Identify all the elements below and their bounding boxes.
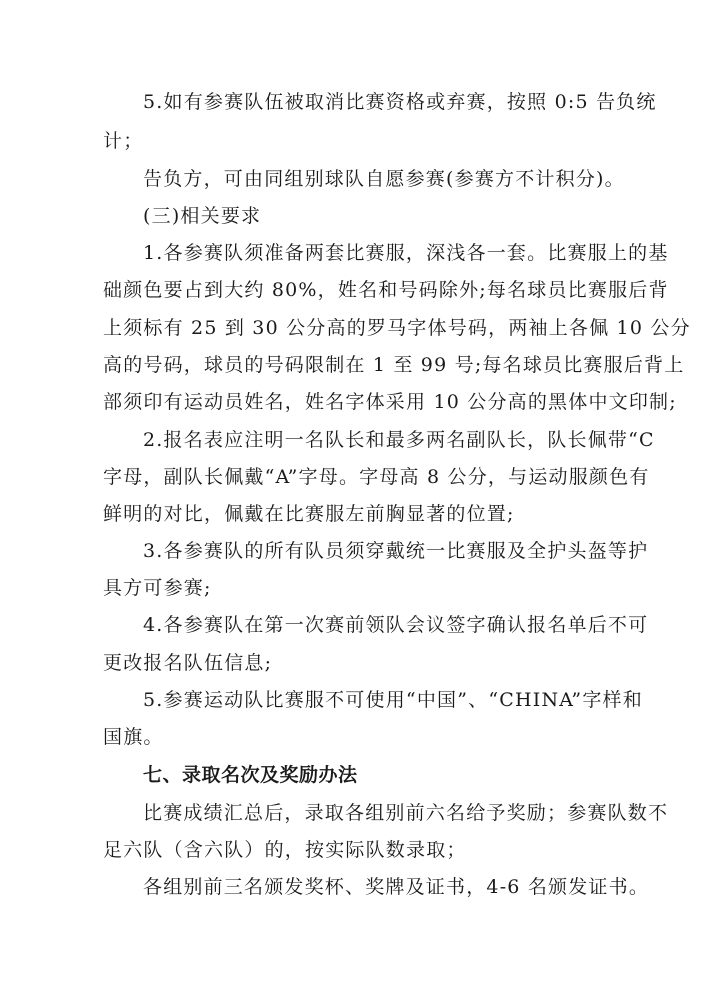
req-2-line-3: 鲜明的对比，佩戴在比赛服左前胸显著的位置; [103,503,515,525]
section-heading-awards: 七、录取名次及奖励办法 [143,764,358,786]
req-5-line-1: 5.参赛运动队比赛服不可使用“中国”、“CHINA”字样和 [143,689,643,711]
rule-5-forfeit: 5.如有参赛队伍被取消比赛资格或弃赛，按照 0:5 告负统 [143,91,657,113]
req-5-line-2: 国旗。 [103,726,164,748]
req-1-line-4: 高的号码，球员的号码限制在 1 至 99 号;每名球员比赛服后背上 [103,354,685,376]
req-1-line-5: 部须印有运动员姓名，姓名字体采用 10 公分高的黑体中文印制; [103,391,677,413]
section-heading-requirements: (三)相关要求 [143,205,262,227]
awards-line-1: 比赛成绩汇总后，录取各组别前六名给予奖励；参赛队数不 [143,802,669,824]
req-3-line-1: 3.各参赛队的所有队员须穿戴统一比赛服及全护头盔等护 [143,540,649,562]
req-3-line-2: 具方可参赛; [103,577,212,599]
forfeit-note: 告负方，可由同组别球队自愿参赛(参赛方不计积分)。 [143,168,625,190]
req-4-line-2: 更改报名队伍信息; [103,652,273,674]
req-4-line-1: 4.各参赛队在第一次赛前领队会议签字确认报名单后不可 [143,614,649,636]
rule-5-forfeit-cont: 计； [103,130,144,152]
req-1-line-1: 1.各参赛队须准备两套比赛服，深浅各一套。比赛服上的基 [143,242,669,264]
awards-line-2: 足六队（含六队）的，按实际队数录取； [103,839,467,861]
awards-line-3: 各组别前三名颁发奖杯、奖牌及证书，4-6 名颁发证书。 [143,876,650,898]
req-2-line-1: 2.报名表应注明一名队长和最多两名副队长，队长佩带“C [143,429,655,451]
req-2-line-2: 字母，副队长佩戴“A”字母。字母高 8 公分，与运动服颜色有 [103,466,650,488]
req-1-line-3: 上须标有 25 到 30 公分高的罗马字体号码，两袖上各佩 10 公分 [103,317,691,339]
req-1-line-2: 础颜色要占到大约 80%，姓名和号码除外;每名球员比赛服后背 [103,279,669,301]
